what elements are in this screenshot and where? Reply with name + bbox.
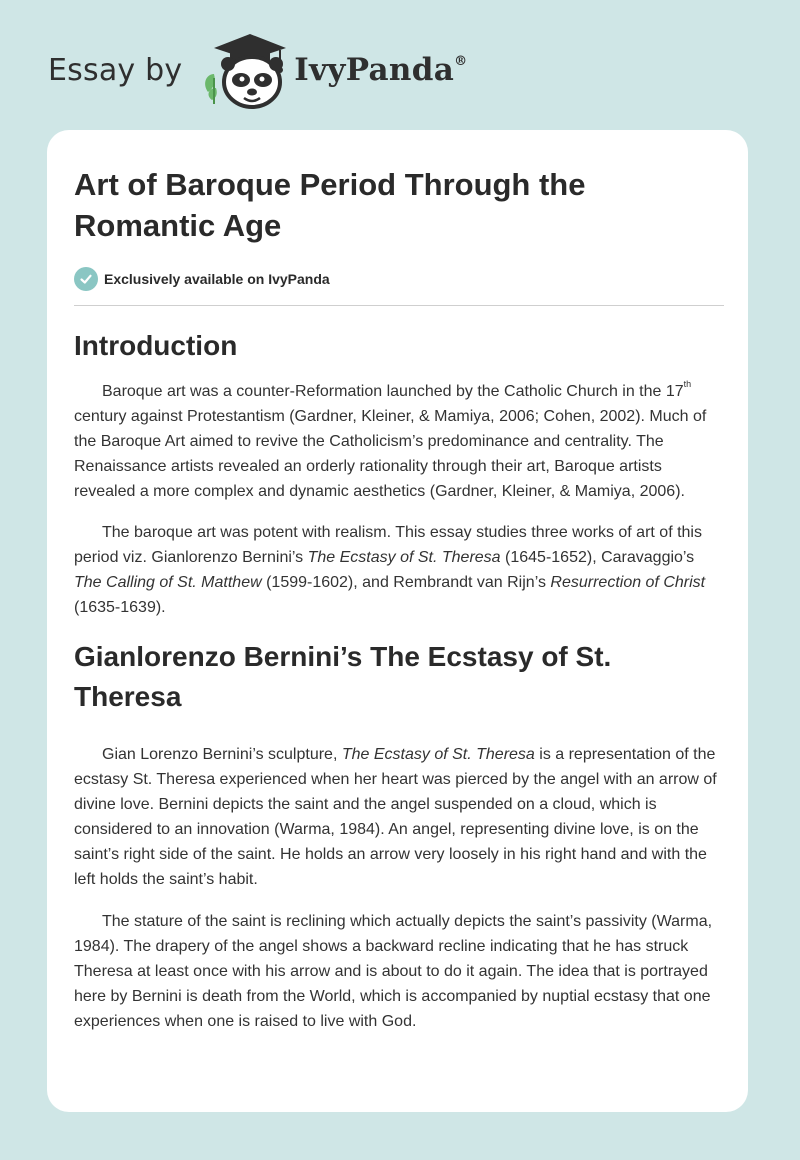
paragraph-text: Gian Lorenzo Bernini’s sculpture, xyxy=(102,746,342,763)
paragraph-text: (1599-1602), and Rembrandt van Rijn’s xyxy=(261,574,551,591)
section-heading-bernini: Gianlorenzo Bernini’s The Ecstasy of St. Theresa xyxy=(74,641,612,712)
ordinal-suffix: th xyxy=(683,379,692,389)
brand-text: IvyPanda xyxy=(294,52,455,88)
exclusive-badge-text: Exclusively available on IvyPanda xyxy=(104,271,330,287)
essay-content xyxy=(74,164,724,1034)
paragraph xyxy=(74,379,724,504)
paragraph-text: (1645-1652), Caravaggio’s xyxy=(500,549,695,566)
paragraph: The stature of the saint is reclining which actually depicts the saint’s passivity (Warma, 1984). The drapery of the angel shows a backward recline indicating that he has struck Theresa at least once with his arrow and is about to do it again. The idea that is portrayed here by Bernini is death from the World, which is accompanied by nuptial ecstasy that one experiences when one is raised to live with God. xyxy=(74,913,713,1030)
artwork-title: The Calling of St. Matthew xyxy=(74,574,262,591)
paragraph-text: is a representation of the ecstasy St. Theresa experienced when her heart was pierced by the angel with an arrow of divine love. Bernini depicts the saint and the angel suspended on a cloud, which is considered to an innovation (Warma, 1984). An angel, representing divine love, is on the saint’s right side of the saint. He holds an arrow very loosely in his right hand and with the left holds the saint’s habit. xyxy=(74,746,717,888)
panda-graduation-cap-icon xyxy=(200,30,288,110)
paragraph-text: The baroque art was potent with realism. This essay studies three works of art of this period viz. Gianlorenzo Bernini’s xyxy=(74,524,702,566)
exclusive-badge xyxy=(74,266,724,292)
artwork-title: Resurrection of Christ xyxy=(550,574,706,591)
section-heading-introduction: Introduction xyxy=(74,330,238,361)
artwork-title: The Ecstasy of St. Theresa xyxy=(307,549,501,566)
paragraph xyxy=(74,742,724,892)
paragraph xyxy=(74,520,724,620)
essay-card xyxy=(47,130,748,1112)
registered-mark: ® xyxy=(454,54,468,69)
brand-name[interactable] xyxy=(294,52,467,88)
divider xyxy=(74,305,724,306)
check-circle-icon xyxy=(74,267,98,291)
paragraph-text: century against Protestantism (Gardner, Kleiner, & Mamiya, 2006; Cohen, 2002). Much of the Baroque Art aimed to revive the Catholicism’s predominance and centrality. The Renaissance artists revealed an orderly rationality through their art, Baroque artists revealed a more complex and dynamic aesthetics (Gardner, Kleiner, & Mamiya, 2006). xyxy=(74,408,707,500)
paragraph-text: (1635-1639). xyxy=(74,599,166,616)
paragraph-text: Baroque art was a counter-Reformation launched by the Catholic Church in the 17 xyxy=(102,383,684,400)
essay-by-label: Essay by xyxy=(48,52,183,88)
page-title: Art of Baroque Period Through the Romantic Age xyxy=(74,167,586,243)
site-header xyxy=(48,30,467,110)
artwork-title: The Ecstasy of St. Theresa xyxy=(341,746,535,763)
